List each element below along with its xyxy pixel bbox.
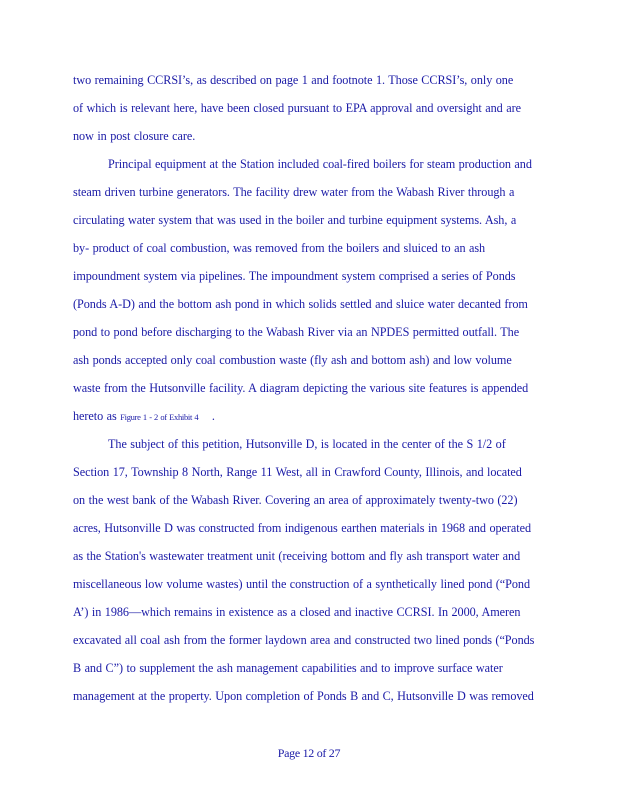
paragraph-line: Principal equipment at the Station included coal-fired boilers for steam production and — [108, 157, 532, 171]
paragraph-line: impoundment system via pipelines. The impoundment system comprised a series of Ponds — [73, 269, 516, 283]
page-number-footer: Page 12 of 27 — [277, 746, 341, 760]
paragraph-line: (Ponds A-D) and the bottom ash pond in which solids settled and sluice water decanted from — [73, 297, 528, 311]
paragraph-line: pond to pond before discharging to the Wabash River via an NPDES permitted outfall. The — [73, 325, 520, 339]
paragraph-line: B and C”) to supplement the ash management capabilities and to improve surface water — [73, 661, 503, 675]
figure-reference-link[interactable]: Figure 1 - 2 of Exhibit 4 — [120, 412, 199, 422]
paragraph-line: as the Station's wastewater treatment unit (receiving bottom and fly ash transport water and — [73, 549, 521, 563]
paragraph-line: excavated all coal ash from the former laydown area and constructed two lined ponds (“Ponds — [73, 633, 535, 647]
paragraph-text: hereto as — [73, 409, 117, 423]
paragraph-line: now in post closure care. — [73, 129, 196, 143]
paragraph-line: management at the property. Upon completion of Ponds B and C, Hutsonville D was removed — [73, 689, 534, 703]
paragraph-line: The subject of this petition, Hutsonville D, is located in the center of the S 1/2 of — [108, 437, 506, 451]
paragraph-line: ash ponds accepted only coal combustion waste (fly ash and bottom ash) and low volume — [73, 353, 512, 367]
paragraph-line: A’) in 1986—which remains in existence as a closed and inactive CCRSI. In 2000, Ameren — [73, 605, 521, 619]
paragraph-line: miscellaneous low volume wastes) until the construction of a synthetically lined pond (“Pond — [73, 577, 530, 591]
paragraph-line: circulating water system that was used in the boiler and turbine equipment systems. Ash, a — [73, 213, 517, 227]
paragraph-line: two remaining CCRSI’s, as described on page 1 and footnote 1. Those CCRSI’s, only one — [73, 73, 514, 87]
paragraph-line: acres, Hutsonville D was constructed from indigenous earthen materials in 1968 and operated — [73, 521, 532, 535]
sentence-period: . — [211, 409, 215, 423]
paragraph-line: on the west bank of the Wabash River. Covering an area of approximately twenty-two (22) — [73, 493, 518, 507]
paragraph-line: by- product of coal combustion, was removed from the boilers and sluiced to an ash — [73, 241, 486, 255]
paragraph-line: waste from the Hutsonville facility. A diagram depicting the various site features is appended — [73, 381, 529, 395]
paragraph-line: Section 17, Township 8 North, Range 11 West, all in Crawford County, Illinois, and located — [73, 465, 522, 479]
paragraph-line: steam driven turbine generators. The facility drew water from the Wabash River through a — [73, 185, 515, 199]
paragraph-line — [73, 409, 215, 424]
paragraph-line: of which is relevant here, have been closed pursuant to EPA approval and oversight and are — [73, 101, 521, 115]
